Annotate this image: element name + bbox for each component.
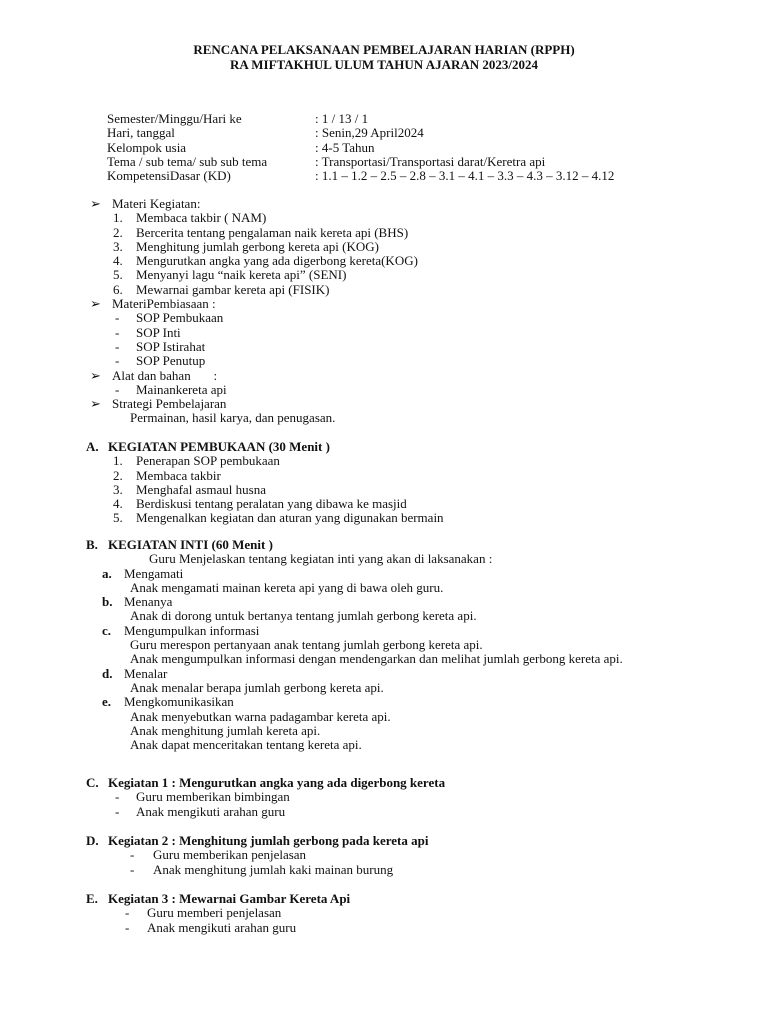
item-text: Berdiskusi tentang peralatan yang dibawa ke masjid [136, 496, 407, 512]
identity-label: Tema / sub tema/ sub sub tema [107, 153, 268, 169]
section-heading: KEGIATAN INTI (60 Menit ) [108, 537, 273, 552]
item-text: Mengurutkan angka yang ada digerbong kereta(KOG) [136, 253, 418, 269]
identity-row [107, 112, 614, 126]
dash-bullet: - [125, 905, 130, 921]
identity-row [107, 126, 614, 140]
dash-bullet: - [115, 324, 120, 340]
list-item [0, 848, 768, 862]
identity-value: : 1.1 – 1.2 – 2.5 – 2.8 – 3.1 – 4.1 – 3.3 – 4.3 – 3.12 – 4.12 [315, 168, 615, 184]
item-text: Mainankereta api [136, 381, 227, 397]
section-intro: Guru Menjelaskan tentang kegiatan inti yang akan di laksanakan : [149, 551, 493, 567]
list-item [0, 240, 768, 254]
identity-row [107, 169, 614, 183]
section-kegiatan-pembukaan [0, 440, 768, 526]
item-text: Mewarnai gambar kereta api (FISIK) [136, 281, 330, 297]
identity-value: : 1 / 13 / 1 [315, 111, 369, 126]
item-number: 2. [113, 224, 123, 240]
section-heading: KEGIATAN PEMBUKAAN (30 Menit ) [108, 439, 330, 454]
list-item [0, 311, 768, 325]
section-heading: Kegiatan 1 : Mengurutkan angka yang ada digerbong kereta [108, 775, 446, 790]
step-text: Guru merespon pertanyaan anak tentang jumlah gerbong kereta api. [130, 637, 483, 653]
section-letter: B. [86, 537, 98, 552]
item-number: 4. [113, 496, 123, 512]
item-text: Membaca takbir ( NAM) [136, 210, 267, 226]
identity-label: Hari, tanggal [107, 125, 175, 141]
dash-bullet: - [125, 919, 130, 935]
list-item [0, 511, 768, 525]
item-number: 3. [113, 238, 123, 254]
item-number: 3. [113, 481, 123, 497]
step-letter: d. [102, 665, 113, 681]
step-text: Anak menyebutkan warna padagambar kereta api. [130, 708, 391, 724]
list-item [0, 469, 768, 483]
strategi-heading: Strategi Pembelajaran [112, 396, 227, 412]
strategi-text: Permainan, hasil karya, dan penugasan. [130, 410, 336, 426]
item-number: 1. [113, 453, 123, 469]
item-text: Anak menghitung jumlah kaki mainan burung [153, 861, 394, 877]
item-number: 5. [113, 510, 123, 526]
section-letter: D. [86, 833, 99, 848]
step-letter: a. [102, 565, 112, 581]
list-item [0, 863, 768, 877]
item-text: Menghafal asmaul husna [136, 481, 266, 497]
step-letter: e. [102, 694, 112, 710]
step-title-row [0, 624, 768, 638]
item-text: SOP Penutup [136, 353, 206, 369]
item-number: 1. [113, 210, 123, 226]
section-letter: C. [86, 775, 99, 790]
list-item [0, 254, 768, 268]
item-text: Penerapan SOP pembukaan [136, 453, 280, 469]
section-heading: Kegiatan 3 : Mewarnai Gambar Kereta Api [108, 891, 351, 906]
item-text: Guru memberi penjelasan [147, 905, 282, 921]
step-title: Mengkomunikasikan [124, 694, 234, 710]
document-subtitle: RA MIFTAKHUL ULUM TAHUN AJARAN 2023/2024 [229, 57, 539, 72]
step-text: Anak menalar berapa jumlah gerbong kereta api. [130, 679, 384, 695]
list-item [0, 805, 768, 819]
dash-bullet: - [130, 861, 135, 877]
dash-bullet: - [115, 353, 120, 369]
section-letter: E. [86, 891, 98, 906]
step-title: Mengamati [124, 565, 184, 581]
list-item [0, 226, 768, 240]
identity-label: Semester/Minggu/Hari ke [107, 111, 242, 126]
item-number: 4. [113, 253, 123, 269]
item-text: Guru memberikan bimbingan [136, 789, 290, 805]
list-item [0, 497, 768, 511]
item-text: Guru memberikan penjelasan [153, 847, 307, 863]
list-item [0, 383, 768, 397]
alat-heading: Alat dan bahan : [112, 367, 218, 383]
item-text: Mengenalkan kegiatan dan aturan yang digunakan bermain [136, 510, 444, 526]
step-title-row [0, 667, 768, 681]
item-text: SOP Istirahat [136, 338, 206, 354]
arrow-bullet-icon: ➢ [90, 296, 101, 312]
list-item [0, 268, 768, 282]
step-letter: c. [102, 622, 112, 638]
item-number: 2. [113, 467, 123, 483]
step-title-row [0, 567, 768, 581]
item-text: Membaca takbir [136, 467, 221, 483]
list-item [0, 790, 768, 804]
item-text: SOP Inti [136, 324, 181, 340]
dash-bullet: - [115, 338, 120, 354]
identity-table [107, 112, 614, 183]
step-title-row [0, 695, 768, 709]
step-text: Anak mengamati mainan kereta api yang di bawa oleh guru. [130, 579, 444, 595]
dash-bullet: - [115, 803, 120, 819]
dash-bullet: - [115, 310, 120, 326]
step-letter: b. [102, 594, 113, 610]
list-item [0, 454, 768, 468]
identity-value: : Senin,29 April2024 [315, 125, 424, 141]
pembiasaan-heading: MateriPembiasaan : [112, 296, 216, 312]
section-letter: A. [86, 439, 99, 454]
identity-value: : 4-5 Tahun [315, 139, 375, 155]
document-title: RENCANA PELAKSANAAN PEMBELAJARAN HARIAN (RPPH) [193, 42, 575, 57]
list-item [0, 340, 768, 354]
list-item [0, 326, 768, 340]
identity-row [107, 141, 614, 155]
item-text: Menyanyi lagu “naik kereta api” (SENI) [136, 267, 347, 283]
identity-label: KompetensiDasar (KD) [107, 168, 231, 184]
identity-value: : Transportasi/Transportasi darat/Keretra api [315, 153, 546, 169]
section-kegiatan-inti [0, 538, 768, 752]
arrow-bullet-icon: ➢ [90, 196, 101, 211]
step-text: Anak dapat menceritakan tentang kereta api. [130, 737, 362, 753]
list-item [0, 354, 768, 368]
step-title: Mengumpulkan informasi [124, 622, 260, 638]
step-text: Anak di dorong untuk bertanya tentang jumlah gerbong kereta api. [130, 608, 477, 624]
identity-row [107, 155, 614, 169]
section-heading: Kegiatan 2 : Menghitung jumlah gerbong pada kereta api [108, 833, 429, 848]
step-title: Menanya [124, 594, 173, 610]
item-text: Anak mengikuti arahan guru [136, 803, 286, 819]
step-title-row [0, 595, 768, 609]
item-text: Anak mengikuti arahan guru [147, 919, 297, 935]
materi-section [0, 197, 768, 426]
list-item [0, 921, 768, 935]
list-item [0, 483, 768, 497]
list-item [0, 211, 768, 225]
step-text: Anak menghitung jumlah kereta api. [130, 722, 321, 738]
item-text: SOP Pembukaan [136, 310, 224, 326]
item-number: 5. [113, 267, 123, 283]
section-kegiatan-2 [0, 834, 768, 877]
item-number: 6. [113, 281, 123, 297]
dash-bullet: - [115, 789, 120, 805]
list-item [0, 906, 768, 920]
section-kegiatan-1 [0, 776, 768, 819]
arrow-bullet-icon: ➢ [90, 396, 101, 412]
dash-bullet: - [115, 381, 120, 397]
step-text: Anak mengumpulkan informasi dengan mendengarkan dan melihat jumlah gerbong kereta api. [130, 651, 623, 667]
step-title: Menalar [124, 665, 168, 681]
list-item [0, 283, 768, 297]
item-text: Bercerita tentang pengalaman naik kereta api (BHS) [136, 224, 409, 240]
section-kegiatan-3 [0, 892, 768, 935]
arrow-bullet-icon: ➢ [90, 367, 101, 383]
item-text: Menghitung jumlah gerbong kereta api (KOG) [136, 238, 379, 254]
dash-bullet: - [130, 847, 135, 863]
identity-label: Kelompok usia [107, 139, 187, 155]
materi-heading: Materi Kegiatan: [112, 196, 201, 211]
